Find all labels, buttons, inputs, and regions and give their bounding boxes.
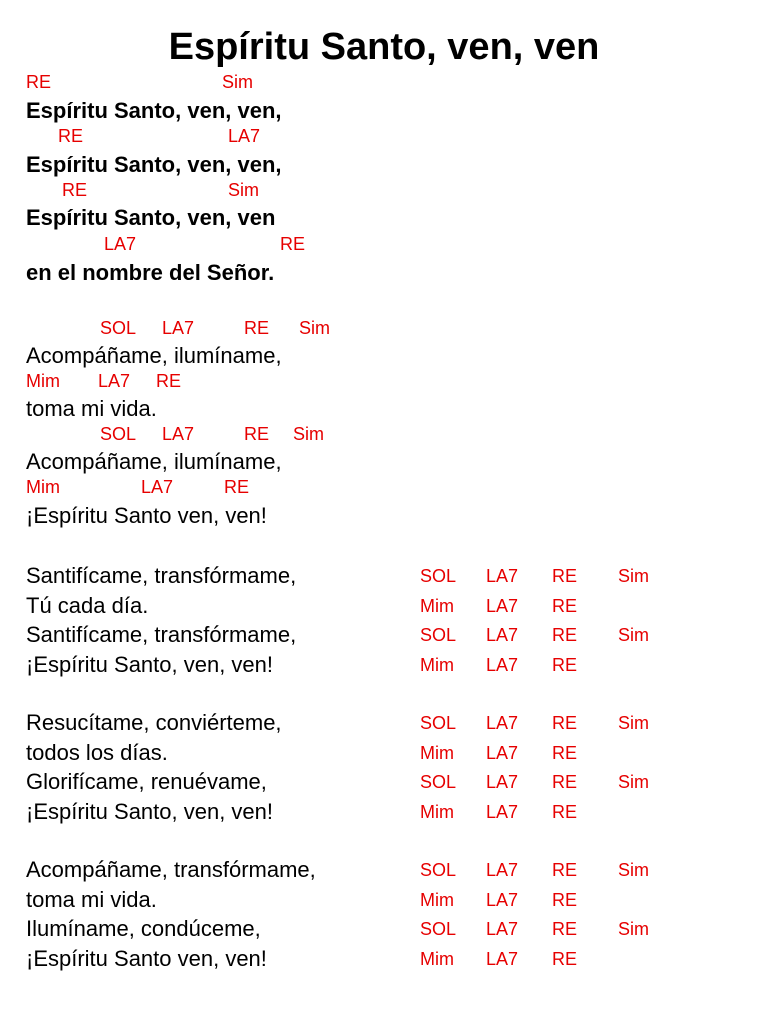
chord: RE xyxy=(552,566,578,586)
chord: Mim xyxy=(420,801,454,822)
lyric-line: Espíritu Santo, ven, ven, xyxy=(26,98,282,123)
chord: Mim xyxy=(26,371,60,391)
chord: RE xyxy=(62,180,88,200)
chord: LA7 xyxy=(486,742,519,763)
chord: RE xyxy=(244,318,270,338)
chord: LA7 xyxy=(141,477,174,497)
chord: SOL xyxy=(420,772,457,792)
chord: RE xyxy=(552,595,578,616)
lyric-line: Acompáñame, ilumíname, xyxy=(26,449,282,474)
chord: SOL xyxy=(420,625,457,645)
lyric-line: Santifícame, transfórmame, xyxy=(26,563,297,588)
lyric-line: toma mi vida. xyxy=(26,886,157,912)
chord: SOL xyxy=(100,318,137,338)
chord: LA7 xyxy=(486,654,519,675)
lyric-line: todos los días. xyxy=(26,739,168,765)
chord: RE xyxy=(552,948,578,969)
chord: RE xyxy=(224,477,250,497)
chord: LA7 xyxy=(486,595,519,616)
lyric-line: Glorifícame, renuévame, xyxy=(26,769,267,794)
chord: RE xyxy=(552,654,578,675)
chord: Mim xyxy=(420,595,454,616)
lyric-line: ¡Espíritu Santo, ven, ven! xyxy=(26,651,274,677)
chord: RE xyxy=(552,625,578,645)
chord: LA7 xyxy=(486,919,519,939)
chord: RE xyxy=(552,772,578,792)
chord: RE xyxy=(58,126,84,146)
lyric-line: ¡Espíritu Santo, ven, ven! xyxy=(26,798,274,824)
chord: Sim xyxy=(228,180,259,200)
chord: LA7 xyxy=(486,772,519,792)
chord: Sim xyxy=(618,772,649,792)
lyric-line: ¡Espíritu Santo ven, ven! xyxy=(26,503,267,528)
chord: Sim xyxy=(618,625,649,645)
lyric-line: Espíritu Santo, ven, ven xyxy=(26,205,276,230)
chord: Mim xyxy=(420,742,454,763)
chord: SOL xyxy=(100,424,137,444)
chord: LA7 xyxy=(486,801,519,822)
chord: RE xyxy=(244,424,270,444)
chord: RE xyxy=(156,371,182,391)
chord: Mim xyxy=(420,889,454,910)
chord: RE xyxy=(552,801,578,822)
chord: LA7 xyxy=(162,318,195,338)
chord: RE xyxy=(552,889,578,910)
chord: RE xyxy=(552,713,578,733)
chord: RE xyxy=(552,742,578,763)
lyric-line: Espíritu Santo, ven, ven, xyxy=(26,152,282,177)
chord: Sim xyxy=(222,72,253,92)
chord: SOL xyxy=(420,919,457,939)
page-title: Espíritu Santo, ven, ven xyxy=(168,26,600,68)
chord: Sim xyxy=(618,919,649,939)
chord: SOL xyxy=(420,713,457,733)
lyric-line: en el nombre del Señor. xyxy=(26,260,275,285)
chord: LA7 xyxy=(486,948,519,969)
chord: RE xyxy=(552,860,578,880)
lyric-line: Resucítame, conviérteme, xyxy=(26,710,282,735)
chord: LA7 xyxy=(486,889,519,910)
lyric-line: Acompáñame, ilumíname, xyxy=(26,343,282,368)
chord: LA7 xyxy=(486,713,519,733)
lyric-line: ¡Espíritu Santo ven, ven! xyxy=(26,945,267,971)
chord: Sim xyxy=(618,860,649,880)
chord: Sim xyxy=(618,566,649,586)
chord: LA7 xyxy=(98,371,131,391)
chord: LA7 xyxy=(486,625,519,645)
lyric-line: Acompáñame, transfórmame, xyxy=(26,857,316,882)
chord: SOL xyxy=(420,860,457,880)
chord: Mim xyxy=(420,948,454,969)
chord: Sim xyxy=(618,713,649,733)
chord: LA7 xyxy=(486,566,519,586)
chord: LA7 xyxy=(228,126,261,146)
chord: RE xyxy=(26,72,52,92)
chord: Sim xyxy=(293,424,324,444)
chord: RE xyxy=(552,919,578,939)
chord: Mim xyxy=(420,654,454,675)
chord: LA7 xyxy=(162,424,195,444)
lyric-line: Ilumíname, condúceme, xyxy=(26,916,261,941)
lyric-line: toma mi vida. xyxy=(26,396,157,421)
lyric-line: Tú cada día. xyxy=(26,592,149,618)
lyric-line: Santifícame, transfórmame, xyxy=(26,622,297,647)
chord: Mim xyxy=(26,477,60,497)
chord: LA7 xyxy=(486,860,519,880)
chord: SOL xyxy=(420,566,457,586)
chord: LA7 xyxy=(104,234,137,254)
chord: RE xyxy=(280,234,306,254)
chord: Sim xyxy=(299,318,330,338)
